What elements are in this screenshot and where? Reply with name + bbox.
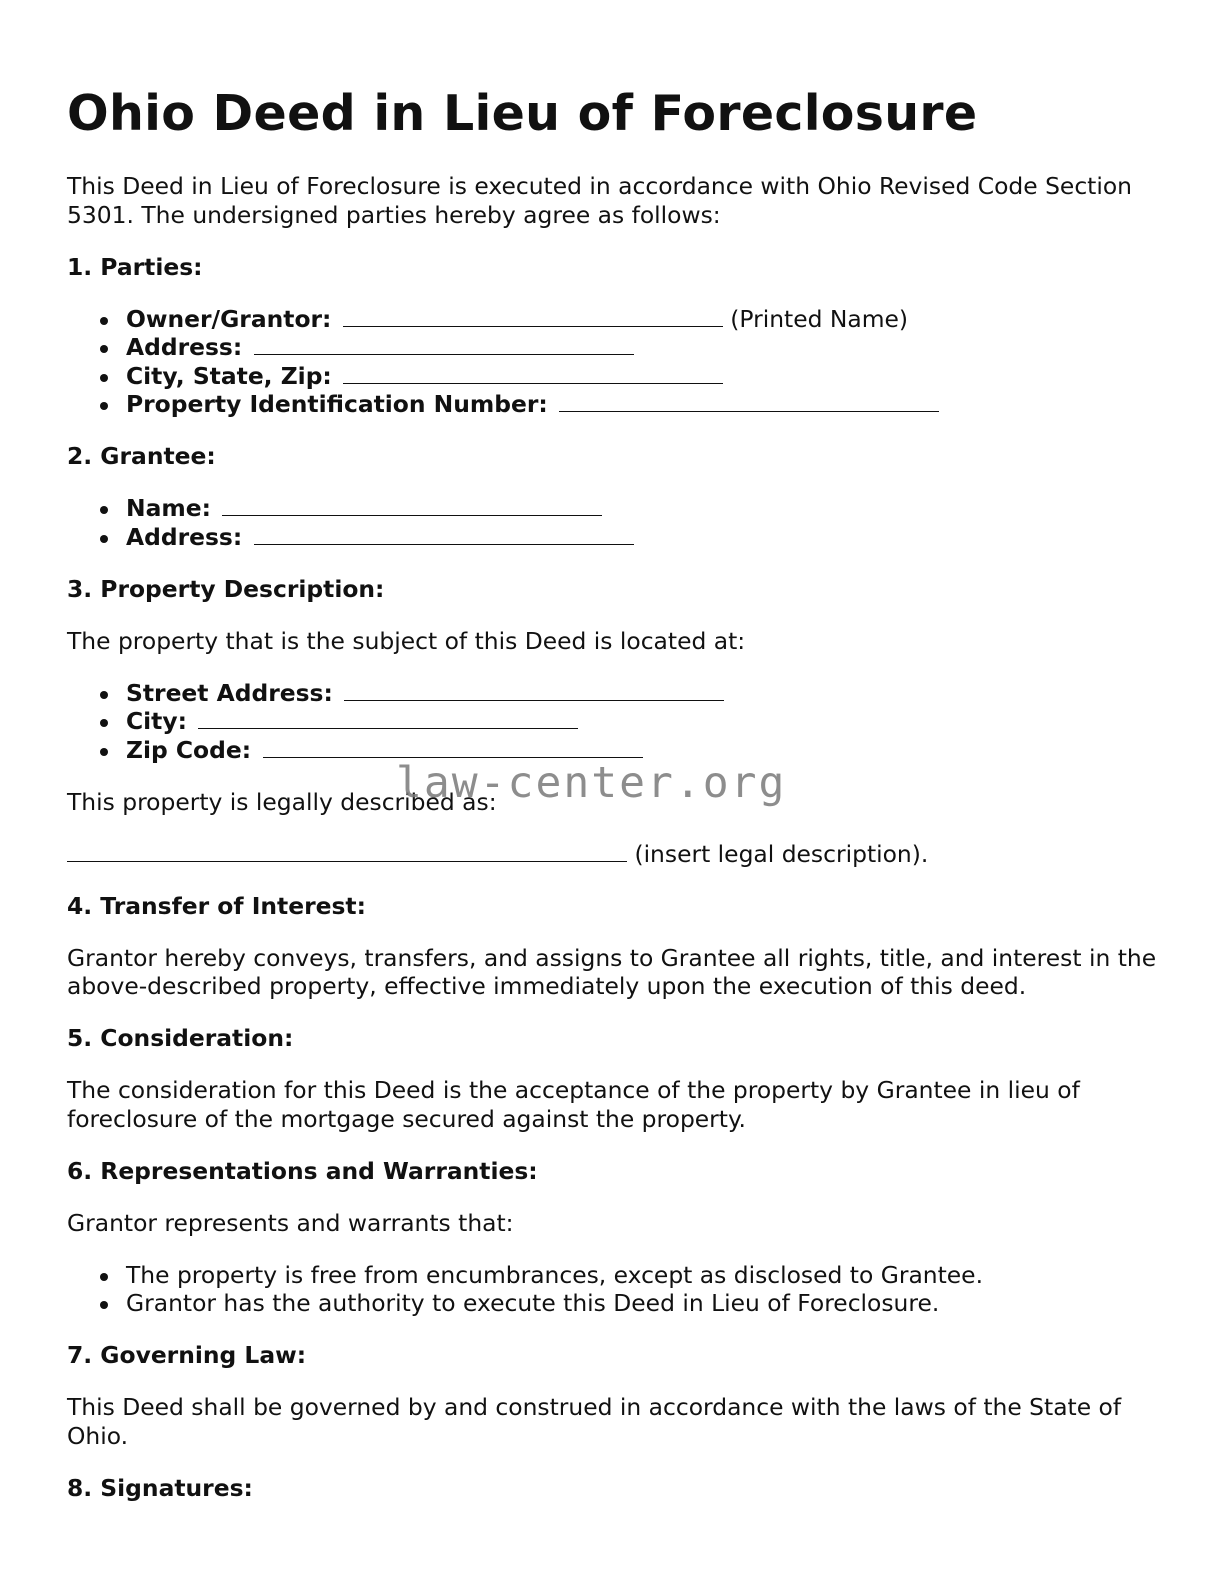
owner-city-state-zip-field [67,362,1167,391]
consideration-text: The consideration for this Deed is the acceptance of the property by Grantee in lieu of foreclosure of the mortgage secured against the property. [67,1076,1080,1133]
warranties-heading: 6. Representations and Warranties: [67,1156,538,1185]
owner-grantor-label: Owner/Grantor: [126,304,332,333]
legal-description-note: (insert legal description). [634,839,929,868]
bullet-icon [100,719,108,727]
zip-code-label: Zip Code: [126,735,252,764]
grantee-name-field [67,494,1167,523]
warranties-list [67,1261,1167,1318]
transfer-heading: 4. Transfer of Interest: [67,891,366,920]
grantee-name-blank[interactable] [222,494,602,516]
printed-name-note: (Printed Name) [730,304,909,333]
property-list [67,679,1167,765]
legal-description-blank[interactable] [67,840,627,862]
bullet-icon [100,748,108,756]
zip-code-blank[interactable] [263,736,643,758]
owner-city-state-zip-blank[interactable] [343,362,723,384]
owner-address-field [67,333,1167,362]
document-title: Ohio Deed in Lieu of Foreclosure [67,85,978,142]
consideration-heading: 5. Consideration: [67,1024,294,1052]
warranty-item-text: The property is free from encumbrances, except as disclosed to Grantee. [126,1260,984,1289]
legal-description-field [67,840,1167,869]
property-id-label: Property Identification Number: [126,390,548,418]
owner-address-label: Address: [126,333,243,361]
bullet-icon [100,317,108,325]
warranty-item-text: Grantor has the authority to execute this Deed in Lieu of Foreclosure. [126,1289,940,1317]
watermark: law-center.org [396,758,787,808]
bullet-icon [100,691,108,699]
street-address-field [67,679,1167,708]
warranties-text: Grantor represents and warrants that: [67,1208,514,1237]
parties-heading: 1. Parties: [67,252,203,281]
grantee-address-field [67,523,1167,552]
bullet-icon [100,1273,108,1281]
bullet-icon [100,402,108,410]
intro-paragraph: This Deed in Lieu of Foreclosure is executed in accordance with Ohio Revised Code Section 5301. The undersigned parties hereby agree as follows: [67,172,1132,229]
street-address-label: Street Address: [126,678,333,707]
bullet-icon [100,535,108,543]
signatures-heading: 8. Signatures: [67,1473,253,1502]
list-item [67,1289,1167,1318]
property-heading: 3. Property Description: [67,574,385,603]
grantee-address-label: Address: [126,522,243,551]
bullet-icon [100,1301,108,1309]
property-city-label: City: [126,707,187,735]
grantee-address-blank[interactable] [254,523,634,545]
property-located-text: The property that is the subject of this Deed is located at: [67,626,746,655]
governing-law-text: This Deed shall be governed by and construed in accordance with the laws of the State of Ohio. [67,1393,1122,1450]
owner-address-blank[interactable] [254,333,634,355]
property-id-field [67,390,1167,419]
transfer-text: Grantor hereby conveys, transfers, and assigns to Grantee all rights, title, and interest in the above-described property, effective immediately upon the execution of this deed. [67,943,1157,1000]
bullet-icon [100,374,108,382]
property-id-blank[interactable] [559,390,939,412]
grantee-heading: 2. Grantee: [67,442,216,470]
property-city-field [67,707,1167,736]
bullet-icon [100,506,108,514]
grantee-list [67,494,1167,551]
owner-city-state-zip-label: City, State, Zip: [126,361,332,390]
parties-list [67,305,1167,419]
property-city-blank[interactable] [198,707,578,729]
list-item [67,1261,1167,1290]
owner-grantor-field [67,305,1167,334]
street-address-blank[interactable] [344,679,724,701]
governing-law-heading: 7. Governing Law: [67,1341,307,1369]
grantee-name-label: Name: [126,494,211,522]
legal-description-intro: This property is legally described as: [67,787,497,816]
owner-grantor-blank[interactable] [343,305,723,327]
bullet-icon [100,345,108,353]
